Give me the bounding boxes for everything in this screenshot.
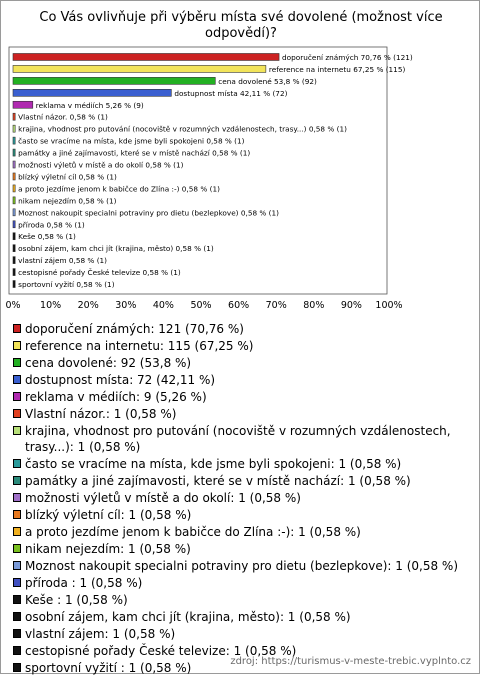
- bar-15: [13, 233, 15, 240]
- legend-item: [11, 473, 476, 489]
- legend-swatch: [13, 578, 21, 587]
- legend-item: [11, 592, 476, 608]
- legend-swatch: [13, 646, 21, 655]
- x-tick-label-2: 20%: [77, 300, 99, 311]
- chart-legend: [11, 321, 476, 677]
- bar-label-10: blízký výletní cíl 0,58 % (1): [18, 172, 117, 182]
- bar-label-8: památky a jiné zajímavosti, které se v místě nachází 0,58 % (1): [18, 148, 251, 158]
- bar-18: [13, 269, 15, 276]
- legend-swatch: [13, 341, 21, 350]
- legend-item: [11, 575, 476, 591]
- chart-title: Co Vás ovlivňuje při výběru místa své dovolené (možnost více odpovědí)?: [39, 10, 443, 41]
- legend-label: Moznost nakoupit specialni potraviny pro dietu (bezlepkove): 1 (0,58 %): [25, 559, 458, 573]
- bar-9: [13, 161, 15, 168]
- legend-item: [11, 338, 476, 354]
- legend-label: vlastní zájem: 1 (0,58 %): [25, 627, 176, 641]
- legend-item: [11, 372, 476, 388]
- legend-label: reklama v médiích: 9 (5,26 %): [25, 390, 207, 404]
- legend-swatch: [13, 510, 21, 519]
- legend-item: [11, 355, 476, 371]
- bar-16: [13, 245, 15, 252]
- bar-5: [13, 113, 15, 120]
- bar-7: [13, 137, 15, 144]
- bar-label-16: osobní zájem, kam chci jít (krajina, město) 0,58 % (1): [18, 244, 214, 254]
- bar-label-18: cestopisné pořady České televize 0,58 % (1): [18, 268, 181, 278]
- legend-item: [11, 456, 476, 472]
- legend-label: dostupnost místa: 72 (42,11 %): [25, 373, 216, 387]
- bar-label-5: Vlastní názor. 0,58 % (1): [18, 112, 108, 122]
- legend-item: [11, 524, 476, 540]
- legend-item: [11, 541, 476, 557]
- legend-label: cena dovolené: 92 (53,8 %): [25, 356, 192, 370]
- legend-label: Keše : 1 (0,58 %): [25, 593, 128, 607]
- bar-13: [13, 209, 15, 216]
- legend-label: památky a jiné zajímavosti, které se v místě nachází: 1 (0,58 %): [25, 474, 411, 488]
- bar-14: [13, 221, 15, 228]
- legend-item: [11, 609, 476, 625]
- legend-label: osobní zájem, kam chci jít (krajina, město): 1 (0,58 %): [25, 610, 351, 624]
- bar-label-4: reklama v médiích 5,26 % (9): [35, 100, 144, 110]
- bar-8: [13, 149, 15, 156]
- bar-label-14: příroda 0,58 % (1): [18, 220, 85, 230]
- legend-label: Vlastní názor.: 1 (0,58 %): [25, 407, 177, 421]
- legend-item: [11, 423, 476, 455]
- legend-swatch: [13, 392, 21, 401]
- legend-swatch: [13, 629, 21, 638]
- bar-19: [13, 281, 15, 288]
- bar-label-0: doporučení známých 70,76 % (121): [282, 52, 413, 62]
- bar-label-2: cena dovolené 53,8 % (92): [218, 76, 317, 86]
- legend-swatch: [13, 476, 21, 485]
- legend-label: možnosti výletů v místě a do okolí: 1 (0,58 %): [25, 491, 301, 505]
- bar-11: [13, 185, 15, 192]
- bar-label-6: krajina, vhodnost pro putování (nocoviště v rozumných vzdálenostech, trasy...) 0,58 % (1): [18, 124, 347, 134]
- legend-swatch: [13, 493, 21, 502]
- legend-label: příroda : 1 (0,58 %): [25, 576, 143, 590]
- legend-swatch: [13, 409, 21, 418]
- legend-item: [11, 490, 476, 506]
- x-tick-label-9: 90%: [340, 300, 362, 311]
- legend-swatch: [13, 426, 21, 435]
- legend-label: a proto jezdíme jenom k babičce do Zlína :-): 1 (0,58 %): [25, 525, 361, 539]
- legend-swatch: [13, 459, 21, 468]
- bar-1: [13, 65, 266, 72]
- bar-0: [13, 53, 279, 60]
- bar-4: [13, 101, 33, 108]
- legend-label: nikam nejezdím: 1 (0,58 %): [25, 542, 191, 556]
- legend-item: [11, 626, 476, 642]
- legend-swatch: [13, 561, 21, 570]
- bar-label-11: a proto jezdíme jenom k babičce do Zlína :-) 0,58 % (1): [18, 184, 220, 194]
- bar-label-9: možnosti výletů v místě a do okolí 0,58 % (1): [18, 160, 184, 170]
- x-tick-label-10: 100%: [375, 300, 403, 311]
- legend-item: [11, 389, 476, 405]
- legend-label: reference na internetu: 115 (67,25 %): [25, 339, 254, 353]
- legend-label: sportovní vyžití : 1 (0,58 %): [25, 661, 192, 675]
- bar-6: [13, 125, 15, 132]
- bar-10: [13, 173, 15, 180]
- bar-label-17: vlastní zájem 0,58 % (1): [18, 256, 108, 266]
- legend-label: cestopisné pořady České televize: 1 (0,58 %): [25, 644, 297, 658]
- x-tick-label-1: 10%: [40, 300, 62, 311]
- legend-swatch: [13, 358, 21, 367]
- legend-item: [11, 321, 476, 337]
- bar-label-3: dostupnost místa 42,11 % (72): [174, 88, 288, 98]
- x-tick-label-0: 0%: [5, 300, 21, 311]
- x-tick-label-5: 50%: [190, 300, 212, 311]
- legend-item: [11, 406, 476, 422]
- legend-swatch: [13, 324, 21, 333]
- legend-swatch: [13, 544, 21, 553]
- bar-3: [13, 89, 171, 96]
- x-tick-label-8: 80%: [303, 300, 325, 311]
- legend-swatch: [13, 595, 21, 604]
- bar-label-15: Keše 0,58 % (1): [18, 232, 76, 242]
- bar-label-12: nikam nejezdím 0,58 % (1): [18, 196, 117, 206]
- legend-label: blízký výletní cíl: 1 (0,58 %): [25, 508, 192, 522]
- legend-item: [11, 507, 476, 523]
- legend-label: doporučení známých: 121 (70,76 %): [25, 322, 244, 336]
- bar-17: [13, 257, 15, 264]
- legend-label: často se vracíme na místa, kde jsme byli spokojeni: 1 (0,58 %): [25, 457, 402, 471]
- legend-label: krajina, vhodnost pro putování (nocoviště v rozumných vzdálenostech, trasy...): 1 (0,58 %): [25, 424, 451, 454]
- bar-label-1: reference na internetu 67,25 % (115): [268, 64, 406, 74]
- bar-chart: [1, 1, 479, 321]
- x-tick-label-4: 40%: [152, 300, 174, 311]
- x-tick-label-6: 60%: [228, 300, 250, 311]
- x-tick-label-3: 30%: [115, 300, 137, 311]
- source-note: zdroj: https://turismus-v-meste-trebic.vyplnto.cz: [230, 656, 471, 667]
- bar-label-13: Moznost nakoupit specialni potraviny pro dietu (bezlepkove) 0,58 % (1): [18, 208, 280, 218]
- bar-12: [13, 197, 15, 204]
- legend-swatch: [13, 375, 21, 384]
- x-tick-label-7: 70%: [265, 300, 287, 311]
- legend-swatch: [13, 663, 21, 672]
- bar-label-19: sportovní vyžití 0,58 % (1): [18, 280, 115, 290]
- legend-item: [11, 558, 476, 574]
- legend-swatch: [13, 612, 21, 621]
- bar-label-7: často se vracíme na místa, kde jsme byli spokojeni 0,58 % (1): [18, 136, 245, 146]
- legend-swatch: [13, 527, 21, 536]
- bar-2: [13, 77, 215, 84]
